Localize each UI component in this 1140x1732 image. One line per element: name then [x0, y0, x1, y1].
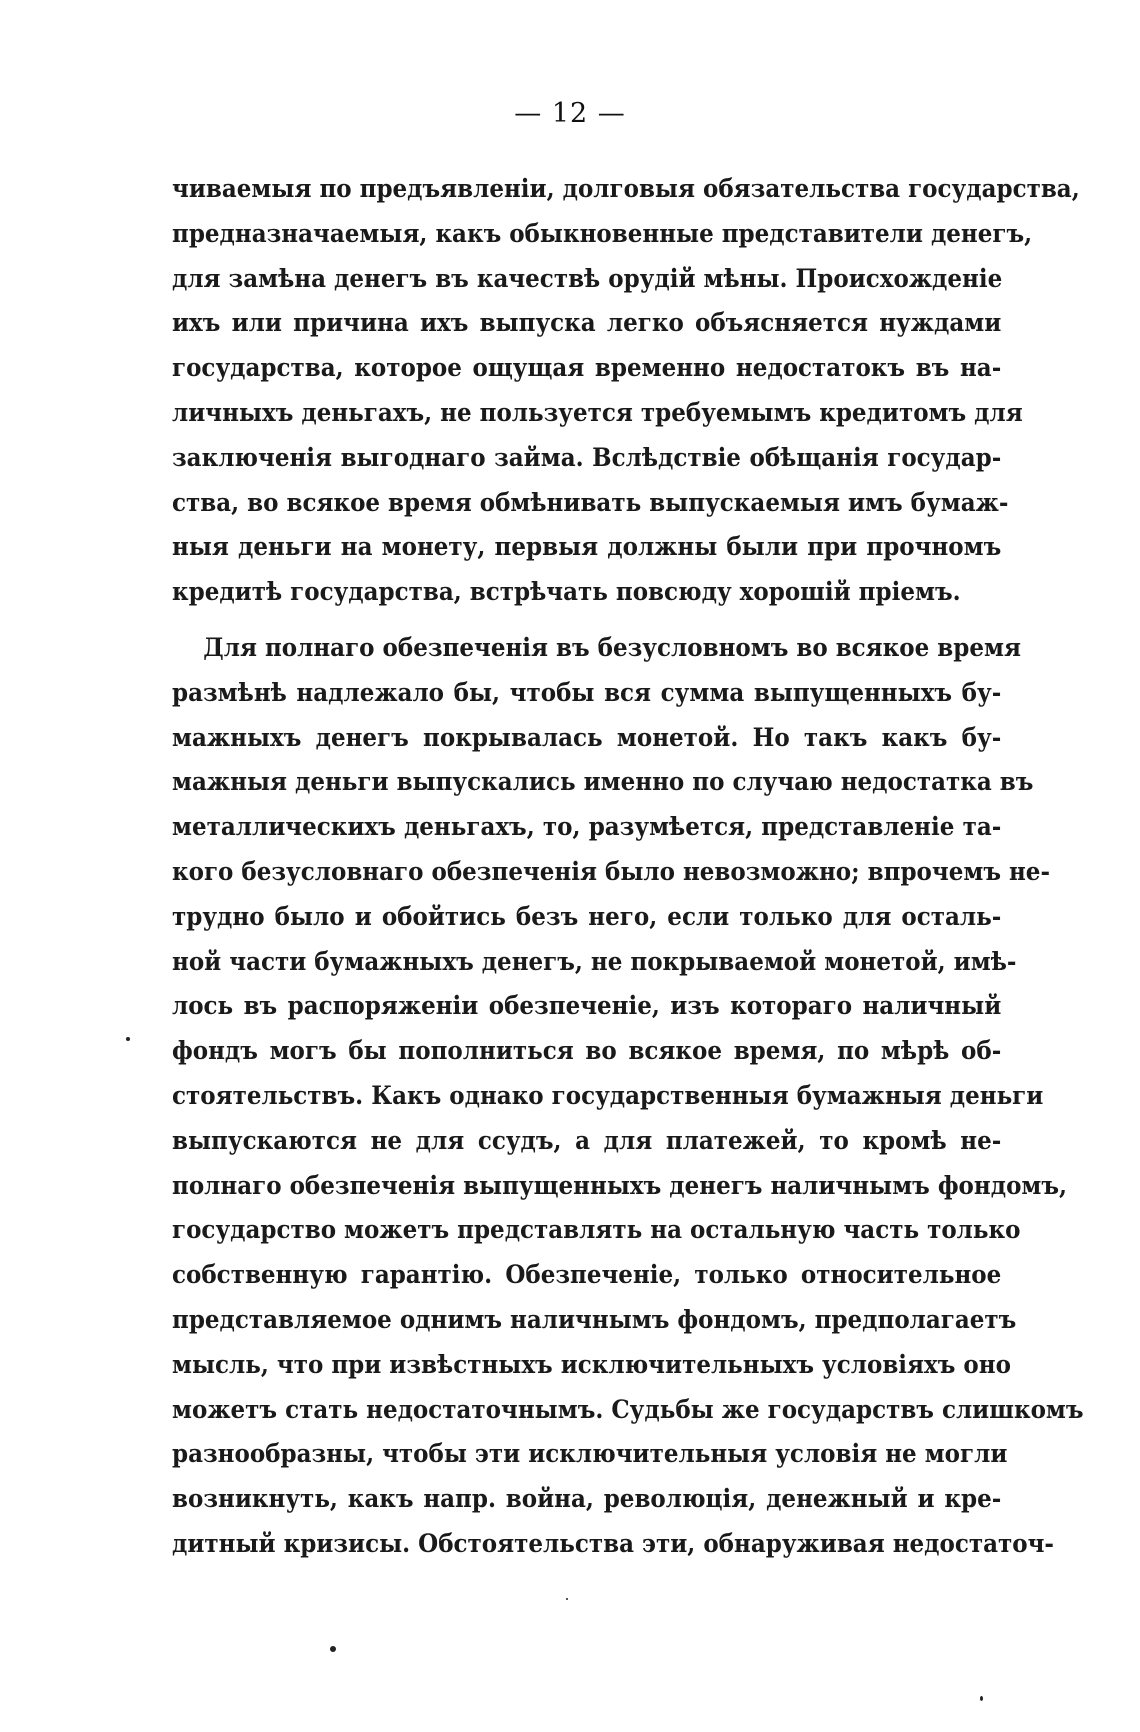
text-line: кого безусловнаго обезпеченія было невозможно; впрочемъ не-: [172, 856, 1050, 886]
scan-speck: [330, 1646, 336, 1652]
text-line: мажныя деньги выпускались именно по случаю недостатка въ: [172, 767, 1034, 797]
text-line: дитный кризисы. Обстоятельства эти, обнаруживая недостаточ-: [172, 1528, 1054, 1558]
text-line: чиваемыя по предъявленіи, долговыя обязательства государства,: [172, 174, 1080, 203]
scan-speck: [126, 1037, 130, 1041]
paragraph-gap: [172, 615, 1002, 626]
text-line: размѣнѣ надлежало бы, чтобы вся сумма выпущенныхъ бу-: [172, 677, 1002, 707]
scan-speck: [980, 1696, 983, 1701]
text-line: личныхъ деньгахъ, не пользуется требуемымъ кредитомъ для: [172, 397, 1023, 427]
text-line: ныя деньги на монету, первыя должны были при прочномъ: [172, 532, 1002, 562]
text-line: разнообразны, чтобы эти исключительныя условія не могли: [172, 1439, 1008, 1469]
paragraph-2: [172, 626, 1084, 1567]
body-text: [172, 167, 1084, 1567]
text-line: ихъ или причина ихъ выпуска легко объясняется нуждами: [172, 308, 1002, 338]
text-line: мысль, что при извѣстныхъ исключительныхъ условіяхъ оно: [172, 1349, 1011, 1379]
text-line: ства, во всякое время обмѣнивать выпускаемыя имъ бумаж-: [172, 487, 1009, 517]
text-line: заключенія выгоднаго займа. Вслѣдствіе обѣщанія государ-: [172, 442, 1002, 472]
text-line: возникнуть, какъ напр. война, революція, денежный и кре-: [172, 1484, 1002, 1514]
text-line: фондъ могъ бы пополниться во всякое время, по мѣрѣ об-: [172, 1036, 1002, 1066]
paragraph-1: [172, 167, 1080, 615]
text-line: лось въ распоряженіи обезпеченіе, изъ котораго наличный: [172, 991, 1002, 1021]
text-line: кредитѣ государства, встрѣчать повсюду хорошій пріемъ.: [172, 577, 961, 607]
text-line: стоятельствъ. Какъ однако государственныя бумажныя деньги: [172, 1080, 1044, 1110]
page-number: — 12 —: [514, 98, 626, 129]
text-line: собственную гарантію. Обезпеченіе, только относительное: [172, 1260, 1002, 1290]
text-line: полнаго обезпеченія выпущенныхъ денегъ наличнымъ фондомъ,: [172, 1170, 1068, 1200]
text-line: государство можетъ представлять на остальную часть только: [172, 1215, 1021, 1245]
text-line: государства, которое ощущая временно недостатокъ въ на-: [172, 353, 1002, 383]
text-line: металлическихъ деньгахъ, то, разумѣется, представленіе та-: [172, 812, 1002, 842]
text-line: для замѣна денегъ въ качествѣ орудій мѣны. Происхожденіе: [172, 263, 1003, 293]
text-line: выпускаются не для ссудъ, а для платежей, то кромѣ не-: [172, 1125, 1002, 1155]
text-line: представляемое однимъ наличнымъ фондомъ, предполагаетъ: [172, 1304, 1017, 1334]
text-line: можетъ стать недостаточнымъ. Судьбы же государствъ слишкомъ: [172, 1394, 1084, 1424]
text-line: трудно было и обойтись безъ него, если только для осталь-: [172, 901, 1002, 931]
text-line: предназначаемыя, какъ обыкновенные представители денегъ,: [172, 218, 1033, 248]
text-line: мажныхъ денегъ покрывалась монетой. Но такъ какъ бу-: [172, 722, 1002, 752]
text-line: Для полнаго обезпеченія въ безусловномъ во всякое время: [203, 632, 1021, 662]
text-line: ной части бумажныхъ денегъ, не покрываемой монетой, имѣ-: [172, 946, 1017, 976]
scan-speck: [566, 1598, 568, 1600]
